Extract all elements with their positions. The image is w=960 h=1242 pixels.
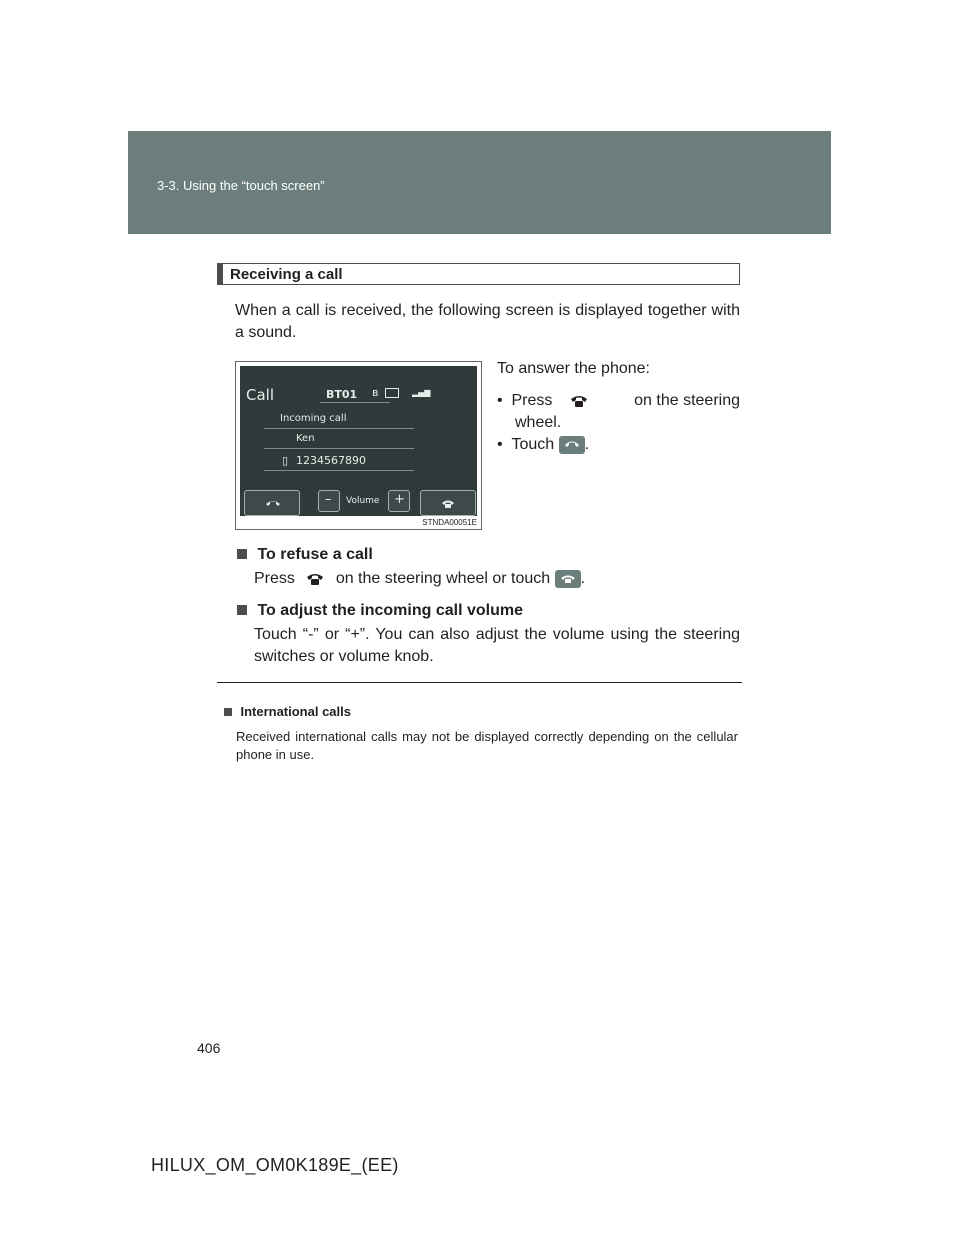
answer-step-1-after: on the steering xyxy=(634,392,740,409)
bullet-square-icon xyxy=(237,549,247,559)
screen-device: BT01 xyxy=(326,388,358,401)
note-block xyxy=(224,703,351,721)
refuse-call-button[interactable] xyxy=(420,490,476,516)
mobile-icon: ▯ xyxy=(282,454,289,467)
volume-block xyxy=(237,602,523,620)
refuse-title: To refuse a call xyxy=(257,546,373,563)
refuse-block xyxy=(237,546,373,564)
volume-plus-button[interactable]: + xyxy=(388,490,410,512)
answer-step-2-before: Touch xyxy=(511,436,555,453)
screen-line-2 xyxy=(264,448,414,449)
answer-title: To answer the phone: xyxy=(497,360,650,377)
divider xyxy=(217,682,742,683)
call-screen xyxy=(240,366,477,516)
refuse-text-before: Press xyxy=(254,570,295,587)
screen-figure xyxy=(235,361,482,530)
bullet-dot: • xyxy=(497,392,512,409)
figure-code: STNDA00051E xyxy=(422,518,477,527)
note-text: Received international calls may not be displayed correctly depending on the cellular phone in use. xyxy=(236,729,738,762)
screen-status: Incoming call xyxy=(280,413,347,424)
screen-line-3 xyxy=(264,470,414,471)
bluetooth-icon: ʙ xyxy=(372,386,379,399)
section-label: 3-3. Using the “touch screen” xyxy=(157,178,325,193)
battery-icon xyxy=(385,388,399,398)
screen-title: Call xyxy=(246,386,275,404)
answer-step-2 xyxy=(497,434,589,456)
answer-step-1-before: Press xyxy=(511,392,553,409)
answer-call-button[interactable] xyxy=(244,490,300,516)
bullet-square-icon xyxy=(237,605,247,615)
answer-step-2-after: . xyxy=(584,436,590,453)
heading-bar xyxy=(218,264,223,284)
phone-button-icon xyxy=(559,436,585,454)
answer-step-1 xyxy=(497,390,740,412)
refuse-text-after: . xyxy=(580,570,586,587)
phone-icon xyxy=(569,393,589,409)
screen-caller-number: 1234567890 xyxy=(296,454,366,467)
volume-minus-button[interactable]: – xyxy=(318,490,340,512)
signal-icon: ▂▄▆ xyxy=(412,388,431,397)
title-underline xyxy=(320,402,390,403)
volume-title: To adjust the incoming call volume xyxy=(257,602,523,619)
intro-paragraph: When a call is received, the following screen is displayed together with a sound. xyxy=(235,302,740,341)
page-number: 406 xyxy=(197,1040,221,1056)
volume-text: Touch “-” or “+”. You can also adjust the volume using the steering switches or volume knob. xyxy=(254,626,740,665)
section-heading xyxy=(217,263,740,285)
note-title: International calls xyxy=(240,704,351,719)
phone-icon xyxy=(305,571,325,587)
screen-line-1 xyxy=(264,428,414,429)
doc-code: HILUX_OM_OM0K189E_(EE) xyxy=(151,1155,399,1175)
screen-caller-name: Ken xyxy=(296,433,315,444)
bullet-square-icon xyxy=(224,708,232,716)
refuse-text xyxy=(254,568,585,590)
phone-button-icon xyxy=(555,570,581,588)
volume-label: Volume xyxy=(346,496,380,506)
refuse-text-middle: on the steering wheel or touch xyxy=(335,570,551,587)
bullet-dot-2: • xyxy=(497,436,512,453)
section-heading-text: Receiving a call xyxy=(230,266,343,283)
answer-step-1-cont: wheel. xyxy=(515,414,562,431)
